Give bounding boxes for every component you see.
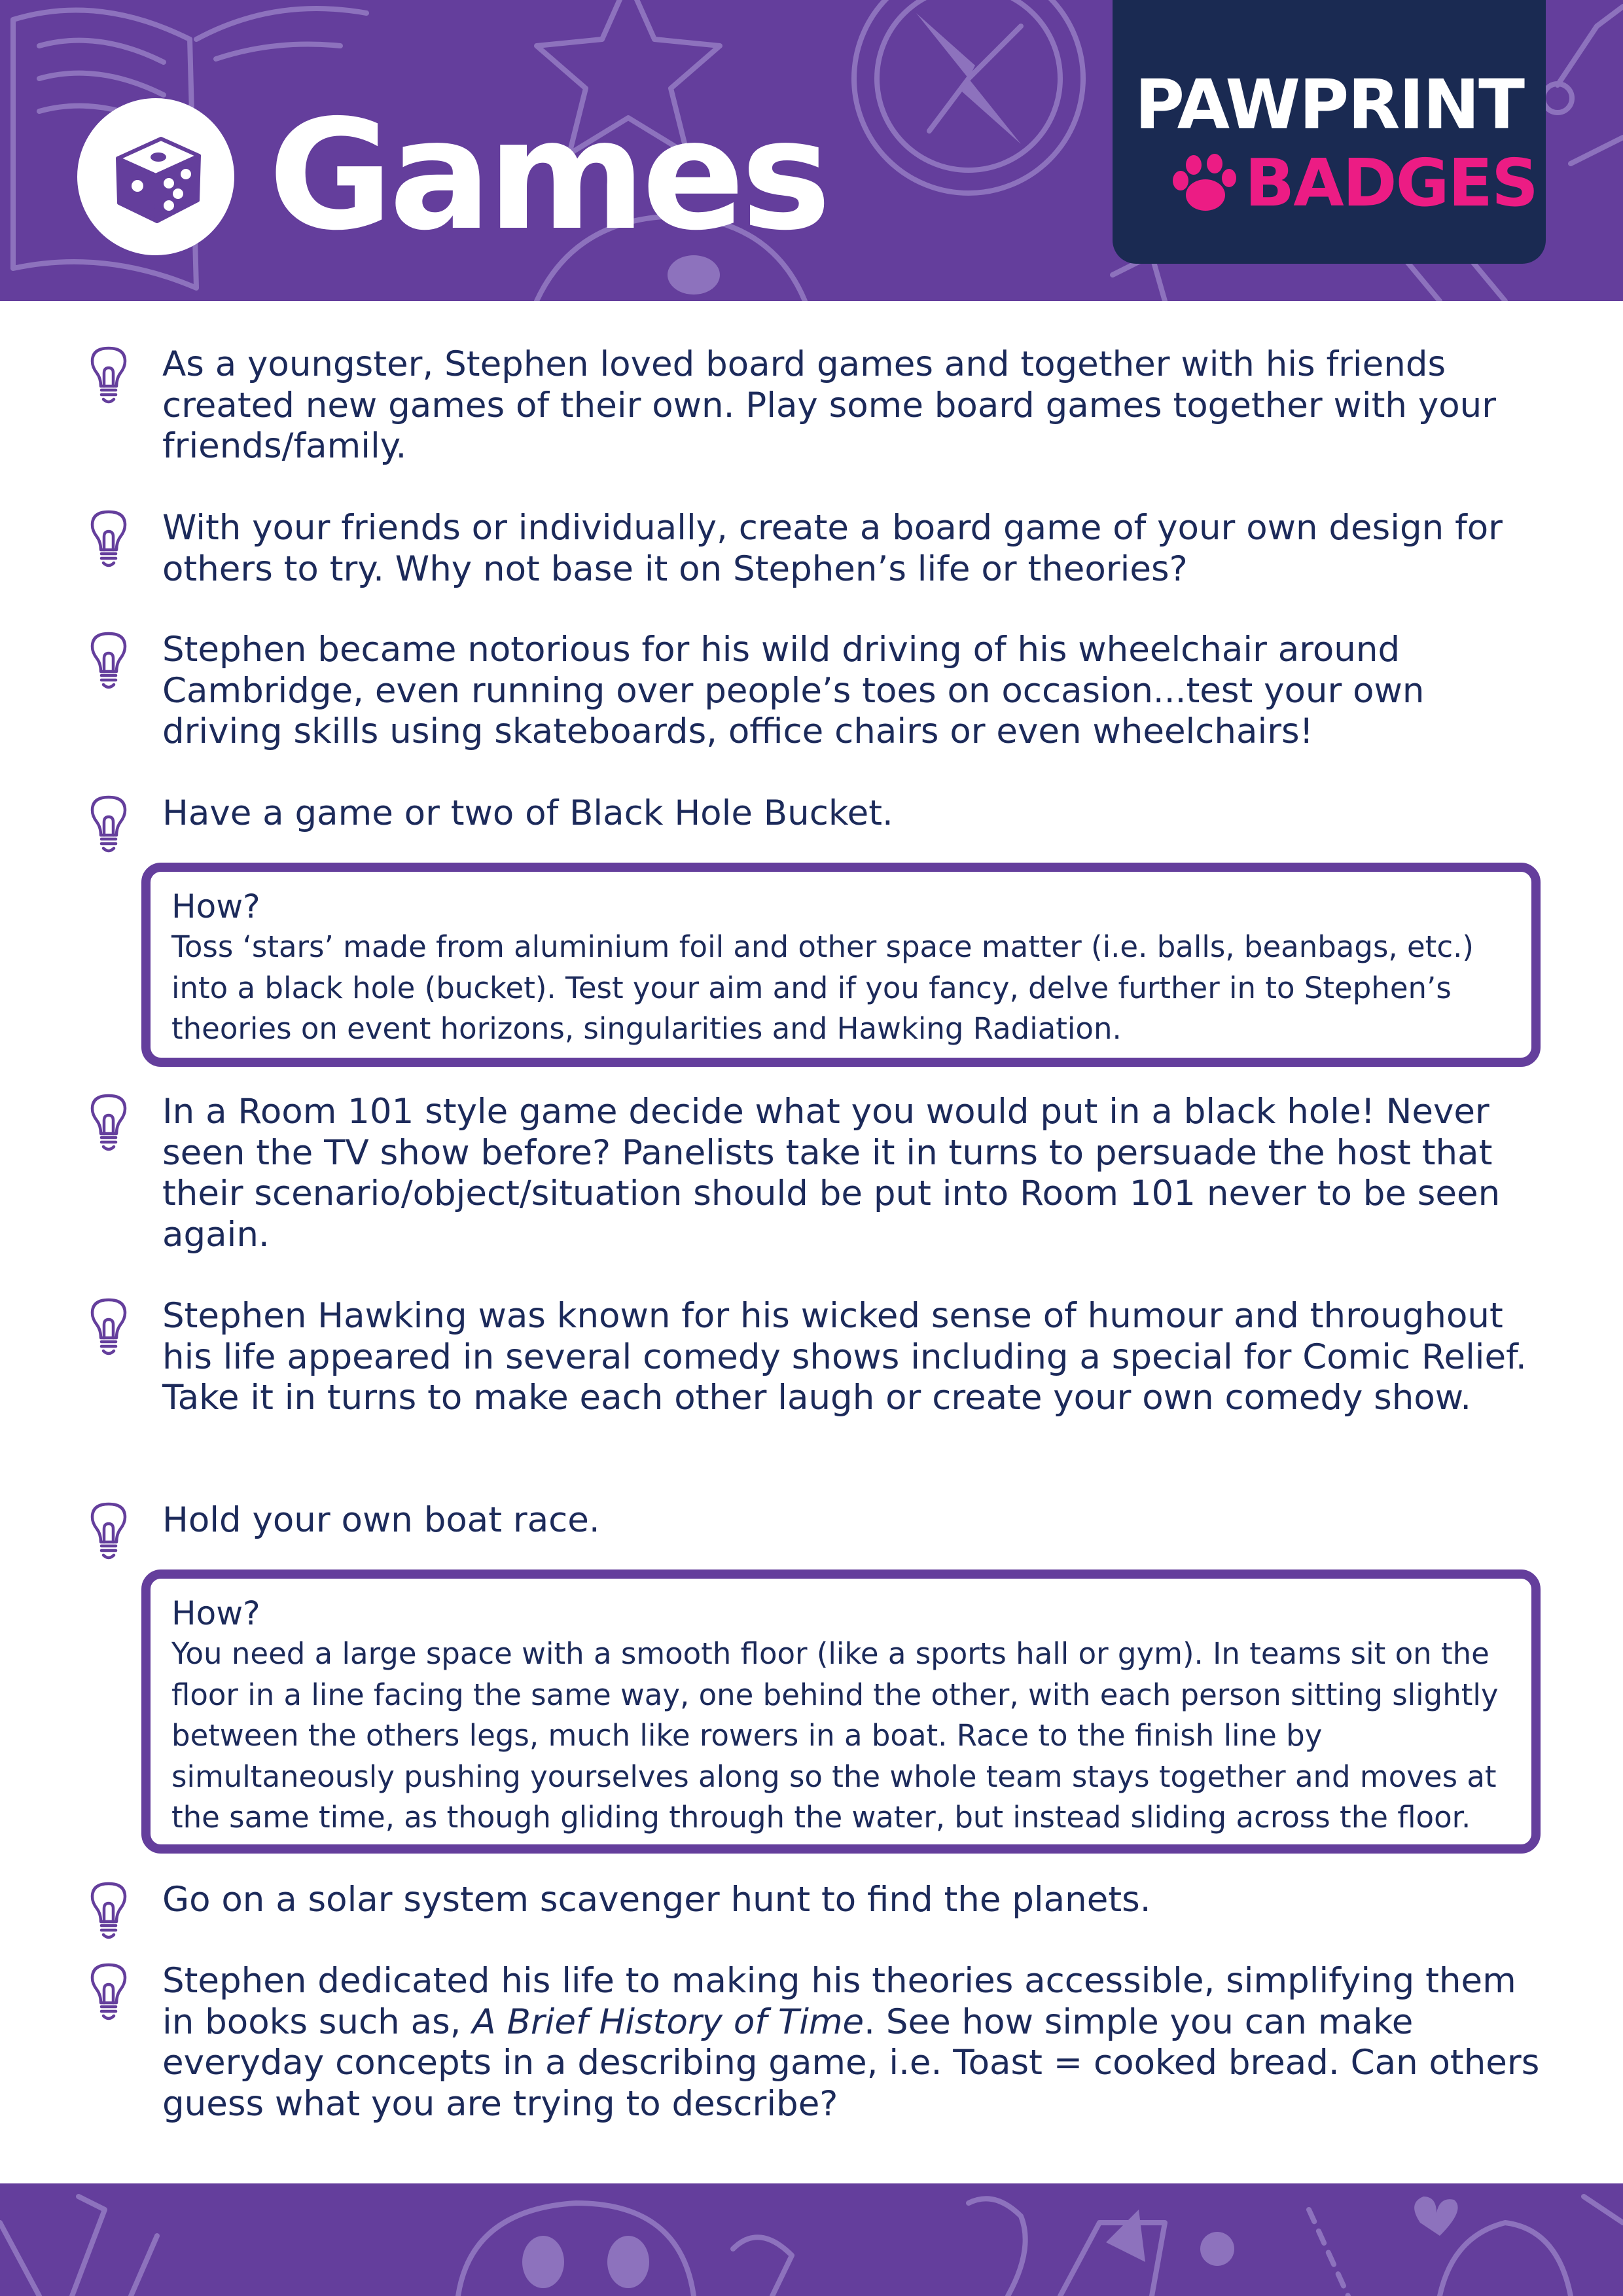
lightbulb-icon: [90, 1962, 127, 2022]
lightbulb-icon: [90, 346, 127, 406]
activity-text: As a youngster, Stephen loved board games and together with his friends created new games of their own. Play some board games together with your friends/family.: [162, 344, 1497, 466]
how-heading: How?: [171, 1594, 260, 1632]
lightbulb-icon: [90, 795, 127, 855]
dice-icon: [77, 98, 234, 255]
activity-text: Have a game or two of Black Hole Bucket.: [162, 793, 893, 833]
how-instructions: Toss ‘stars’ made from aluminium foil and other space matter (i.e. balls, beanbags, etc.) into a black hole (bucket). Test your aim and if you fancy, delve further in to Stephen’s theories on event horizons, singularities and Hawking Radiation.: [171, 929, 1474, 1046]
lightbulb-icon: [90, 631, 127, 691]
how-box-black-hole-bucket: [141, 863, 1541, 1067]
pawprint-badges-logo: [1113, 0, 1546, 264]
how-box-boat-race: [141, 1570, 1541, 1854]
lightbulb-icon: [90, 1501, 127, 1562]
pawprint-icon: [1171, 153, 1237, 216]
activity-text-part: . See how simple you can make everyday concepts in a describing game, i.e. Toast = cooked bread. Can others guess what you are trying to describe?: [162, 2001, 1540, 2124]
activity-text: Hold your own boat race.: [162, 1500, 600, 1540]
logo-text-badges: BADGES: [1245, 145, 1538, 221]
footer-doodle-pattern: [0, 2183, 1623, 2296]
how-instructions: You need a large space with a smooth floor (like a sports hall or gym). In teams sit on the floor in a line facing the same way, one behind the other, with each person sitting slightly between the others legs, much like rowers in a boat. Race to the finish line by simultaneously pushing yourselves along so the whole team stays together and moves at the same time, as though gliding through the water, but instead sliding across the floor.: [171, 1636, 1499, 1835]
book-title: A Brief History of Time: [472, 2001, 865, 2042]
activity-text: Stephen Hawking was known for his wicked sense of humour and throughout his life appeared in several comedy shows including a special for Comic Relief. Take it in turns to make each other laugh or create your own comedy show.: [162, 1296, 1527, 1418]
activity-text: [162, 1961, 1543, 2125]
footer-banner: [0, 2183, 1623, 2296]
how-heading: How?: [171, 888, 260, 925]
lightbulb-icon: [90, 1093, 127, 1153]
page-title: Games: [268, 87, 828, 264]
activity-text-part: Stephen dedicated his life to making his theories accessible, simplifying them in books such as,: [162, 1961, 1516, 2042]
lightbulb-icon: [90, 1881, 127, 1941]
activity-text: Stephen became notorious for his wild driving of his wheelchair around Cambridge, even running over people’s toes on occasion...test your own driving skills using skateboards, office chairs or even wheelchairs!: [162, 630, 1425, 751]
activity-text: Go on a solar system scavenger hunt to find the planets.: [162, 1880, 1151, 1920]
lightbulb-icon: [90, 1297, 127, 1357]
logo-text-pawprint: PAWPRINT: [1134, 65, 1524, 145]
activity-text: With your friends or individually, create a board game of your own design for others to try. Why not base it on Stephen’s life or theories?: [162, 508, 1503, 589]
lightbulb-icon: [90, 509, 127, 569]
activity-text: In a Room 101 style game decide what you would put in a black hole! Never seen the TV show before? Panelists take it in turns to persuade the host that their scenario/object/situation should be put into Room 101 never to be seen again.: [162, 1092, 1501, 1255]
